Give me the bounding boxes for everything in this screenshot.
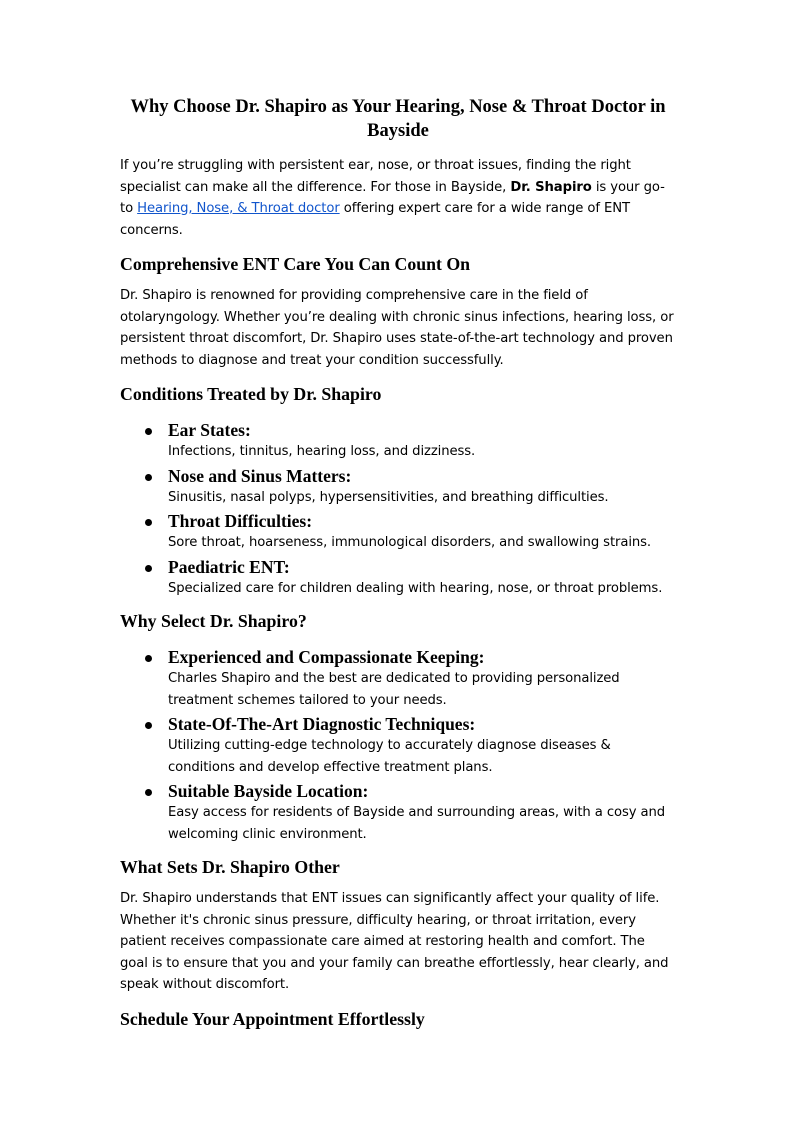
list-item-desc: Charles Shapiro and the best are dedicated to providing personalized treatment schemes tailored to your needs. (168, 671, 620, 708)
list-item-desc: Specialized care for children dealing with hearing, nose, or throat problems. (168, 580, 663, 596)
bullet-icon (145, 789, 152, 796)
bullet-icon (145, 565, 152, 572)
bullet-icon (145, 474, 152, 481)
list-item-title: Suitable Bayside Location: (168, 781, 369, 801)
list-item-title: Throat Difficulties: (168, 511, 313, 531)
section-heading-conditions: Conditions Treated by Dr. Shapiro (120, 384, 382, 404)
list-item (120, 646, 676, 711)
intro-paragraph (120, 155, 676, 241)
list-item (120, 556, 676, 600)
bullet-icon (145, 428, 152, 435)
list-item-title: State-Of-The-Art Diagnostic Techniques: (168, 714, 476, 734)
intro-text-after: offering expert care for a wide range of ENT concerns. (120, 201, 630, 238)
list-item (120, 510, 676, 554)
list-item-desc: Infections, tinnitus, hearing loss, and dizziness. (168, 444, 476, 459)
list-item-desc: Sore throat, hoarseness, immunological disorders, and swallowing strains. (168, 535, 652, 550)
list-item (120, 713, 676, 778)
comprehensive-paragraph: Dr. Shapiro is renowned for providing comprehensive care in the field of otolaryngology. Whether you’re dealing with chronic sinus infections, hearing loss, or persistent throat discomfort, Dr. Shapiro uses state-of-the-art technology and proven methods to diagnose and treat your condition successfully. (120, 288, 674, 368)
intro-text-middle: is your go-to (120, 179, 665, 216)
bullet-icon (145, 722, 152, 729)
list-item-desc: Utilizing cutting-edge technology to accurately diagnose diseases & conditions and develop effective treatment plans. (168, 738, 611, 775)
bullet-icon (145, 655, 152, 662)
list-item-title: Paediatric ENT: (168, 556, 290, 577)
list-item (120, 419, 676, 463)
list-item-title: Experienced and Compassionate Keeping: (168, 647, 485, 667)
ent-doctor-link[interactable]: Hearing, Nose, & Throat doctor (137, 201, 340, 216)
conditions-list (120, 419, 676, 599)
list-item-desc: Easy access for residents of Bayside and surrounding areas, with a cosy and welcoming clinic environment. (168, 805, 666, 842)
what-sets-paragraph: Dr. Shapiro understands that ENT issues can significantly affect your quality of life. Whether it's chronic sinus pressure, difficulty hearing, or throat irritation, every patient receives compassionate care aimed at restoring health and comfort. The goal is to ensure that you and your family can breathe effortlessly, hear clearly, and speak without discomfort. (120, 891, 669, 992)
intro-bold-name: Dr. Shapiro (510, 179, 592, 195)
list-item (120, 780, 676, 845)
page-title: Why Choose Dr. Shapiro as Your Hearing, Nose & Throat Doctor in Bayside (130, 97, 666, 141)
list-item-title: Nose and Sinus Matters: (168, 465, 352, 486)
list-item (120, 465, 676, 509)
section-heading-why-select: Why Select Dr. Shapiro? (120, 611, 307, 631)
list-item-title: Ear States: (168, 420, 251, 440)
document-page (120, 95, 676, 1030)
why-select-list (120, 646, 676, 845)
intro-text-before: If you’re struggling with persistent ear, nose, or throat issues, finding the right specialist can make all the difference. For those in Bayside, (120, 158, 631, 195)
section-heading-what-sets: What Sets Dr. Shapiro Other (120, 857, 340, 877)
bullet-icon (145, 519, 152, 526)
list-item-desc: Sinusitis, nasal polyps, hypersensitivities, and breathing difficulties. (168, 489, 609, 505)
section-heading-comprehensive: Comprehensive ENT Care You Can Count On (120, 254, 471, 274)
section-heading-schedule: Schedule Your Appointment Effortlessly (120, 1008, 425, 1029)
